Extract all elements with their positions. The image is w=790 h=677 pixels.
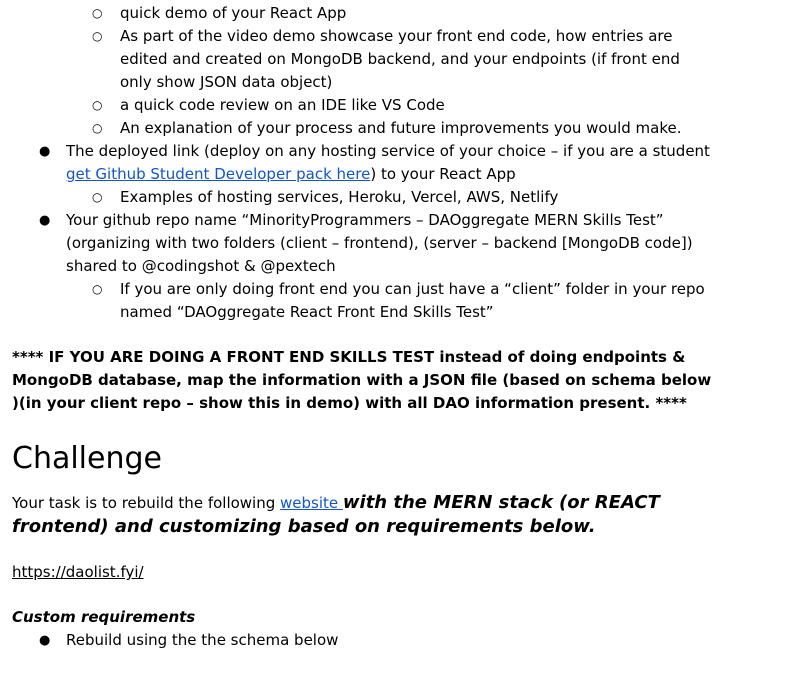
spacer — [12, 584, 712, 606]
challenge-heading: Challenge — [12, 441, 162, 476]
list-subitem-text: If you are only doing front end you can just have a “client” folder in your repo named “DAOggregate React Front End Skills Test” — [120, 280, 705, 321]
daolist-url-link[interactable]: https://daolist.fyi/ — [12, 563, 144, 581]
circle-bullet-icon: ○ — [92, 282, 103, 296]
circle-bullet-icon: ○ — [92, 98, 103, 112]
task-emphasis: with the MERN stack (or REACT frontend) and customizing based on requirements below. — [12, 492, 660, 537]
front-end-note: **** IF YOU ARE DOING A FRONT END SKILLS TEST instead of doing endpoints & MongoDB database, map the information with a JSON file (based on schema below )(in your client repo – show this in demo) with all DAO information present. **** — [12, 348, 712, 412]
deployed-text-before: The deployed link (deploy on any hosting service of your choice – if you are a student — [66, 142, 710, 160]
task-paragraph — [12, 491, 712, 539]
circle-bullet-icon: ○ — [92, 6, 103, 20]
list-subitem — [12, 117, 712, 140]
circle-bullet-icon: ○ — [92, 121, 103, 135]
document-body — [12, 0, 712, 652]
list-subitem-text: As part of the video demo showcase your front end code, how entries are edited and created on MongoDB backend, and your endpoints (if front end only show JSON data object) — [120, 27, 680, 91]
disc-bullet-icon: ● — [39, 144, 51, 159]
list-subitem — [12, 94, 712, 117]
task-text-before: Your task is to rebuild the following — [12, 494, 281, 512]
list-subitem — [12, 25, 712, 94]
circle-bullet-icon: ○ — [92, 190, 103, 204]
list-subitem-text: quick demo of your React App — [120, 4, 347, 22]
list-subitem — [12, 278, 712, 324]
list-subitem-text: An explanation of your process and future improvements you would make. — [120, 119, 682, 137]
custom-requirements-heading: Custom requirements — [12, 608, 196, 626]
circle-bullet-icon: ○ — [92, 29, 103, 43]
list-item-github-repo — [12, 209, 712, 278]
disc-bullet-icon: ● — [39, 633, 51, 648]
list-subitem-text: a quick code review on an IDE like VS Code — [120, 96, 445, 114]
repo-text: Your github repo name “MinorityProgrammers – DAOggregate MERN Skills Test” (organizing with two folders (client – frontend), (server – backend [MongoDB code]) shared to @codingshot & @pextech — [66, 211, 693, 275]
list-subitem — [12, 2, 712, 25]
list-subitem-text: Examples of hosting services, Heroku, Vercel, AWS, Netlify — [120, 188, 559, 206]
deployed-text-after: ) to your React App — [370, 165, 516, 183]
spacer — [12, 539, 712, 561]
list-subitem — [12, 186, 712, 209]
website-link[interactable]: website — [280, 494, 343, 512]
list-item-deployed-link — [12, 140, 712, 186]
url-paragraph — [12, 561, 712, 584]
github-student-pack-link[interactable]: get Github Student Developer pack here — [66, 165, 371, 183]
list-item-custom-requirement — [12, 629, 712, 652]
custom-requirement-text: Rebuild using the the schema below — [66, 631, 339, 649]
disc-bullet-icon: ● — [39, 213, 51, 228]
